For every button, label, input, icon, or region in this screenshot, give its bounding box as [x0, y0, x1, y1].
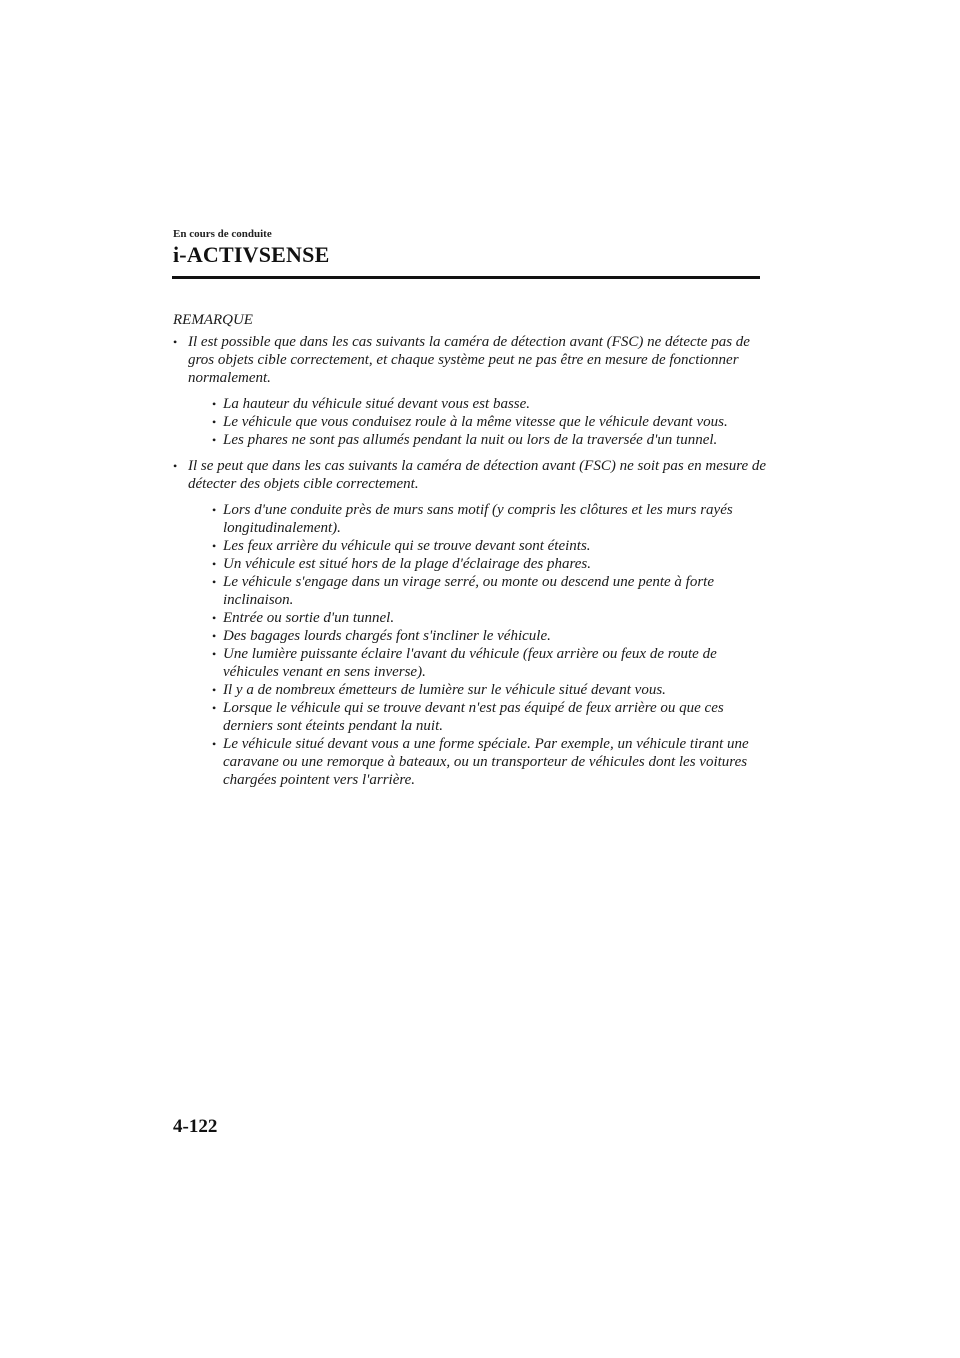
- note-subitem-text: Entrée ou sortie d'un tunnel.: [223, 610, 395, 626]
- note-subitem: [203, 699, 773, 735]
- note-subitem: [203, 501, 773, 537]
- bullet-icon: •: [212, 647, 217, 661]
- note-subitem-text: Lors d'une conduite près de murs sans motif (y compris les clôtures et les murs rayés longitudinalement).: [223, 502, 733, 536]
- note-block: [173, 311, 773, 797]
- note-subitem: [203, 413, 773, 431]
- bullet-icon: •: [212, 737, 217, 751]
- bullet-icon: •: [173, 335, 178, 349]
- note-item-text: Il est possible que dans les cas suivants la caméra de détection avant (FSC) ne détecte pas de gros objets cible correctement, et chaque système peut ne pas être en mesure de fonctionner normalement.: [188, 334, 750, 386]
- bullet-icon: •: [212, 611, 217, 625]
- note-item: [173, 333, 773, 449]
- bullet-icon: •: [212, 397, 217, 411]
- bullet-icon: •: [212, 503, 217, 517]
- title-divider: [172, 276, 760, 279]
- bullet-icon: •: [212, 557, 217, 571]
- section-label: En cours de conduite: [173, 228, 272, 240]
- note-heading: REMARQUE: [173, 312, 253, 328]
- note-subitem-text: Il y a de nombreux émetteurs de lumière sur le véhicule situé devant vous.: [223, 682, 666, 698]
- bullet-icon: •: [212, 415, 217, 429]
- bullet-icon: •: [212, 575, 217, 589]
- bullet-icon: •: [212, 629, 217, 643]
- note-subitem: [203, 645, 773, 681]
- note-list: [173, 333, 773, 789]
- note-sublist: [188, 395, 773, 449]
- note-item-text: Il se peut que dans les cas suivants la caméra de détection avant (FSC) ne soit pas en mesure de détecter des objets cible correctement.: [188, 458, 767, 492]
- note-subitem-text: Lorsque le véhicule qui se trouve devant n'est pas équipé de feux arrière ou que ces derniers sont éteints pendant la nuit.: [223, 700, 724, 734]
- note-sublist: [188, 501, 773, 789]
- note-subitem-text: La hauteur du véhicule situé devant vous est basse.: [223, 396, 531, 412]
- note-subitem: [203, 431, 773, 449]
- note-subitem: [203, 735, 773, 789]
- note-subitem-text: Le véhicule que vous conduisez roule à la même vitesse que le véhicule devant vous.: [223, 414, 728, 430]
- note-subitem: [203, 555, 773, 573]
- bullet-icon: •: [212, 701, 217, 715]
- bullet-icon: •: [173, 459, 178, 473]
- note-item: [173, 457, 773, 789]
- note-subitem: [203, 537, 773, 555]
- bullet-icon: •: [212, 539, 217, 553]
- note-subitem: [203, 609, 773, 627]
- bullet-icon: •: [212, 433, 217, 447]
- page-number: 4-122: [173, 1116, 218, 1137]
- note-subitem-text: Les phares ne sont pas allumés pendant la nuit ou lors de la traversée d'un tunnel.: [223, 432, 718, 448]
- note-subitem-text: Le véhicule s'engage dans un virage serré, ou monte ou descend une pente à forte inclinaison.: [223, 574, 715, 608]
- note-subitem-text: Le véhicule situé devant vous a une forme spéciale. Par exemple, un véhicule tirant une caravane ou une remorque à bateaux, ou un transporteur de véhicules dont les voitures chargées pointent vers l'arrière.: [223, 736, 749, 788]
- note-subitem: [203, 681, 773, 699]
- note-subitem-text: Des bagages lourds chargés font s'incliner le véhicule.: [223, 628, 551, 644]
- note-subitem: [203, 395, 773, 413]
- note-subitem: [203, 627, 773, 645]
- note-subitem-text: Un véhicule est situé hors de la plage d'éclairage des phares.: [223, 556, 591, 572]
- bullet-icon: •: [212, 683, 217, 697]
- chapter-title: i-ACTIVSENSE: [173, 242, 330, 267]
- note-subitem-text: Une lumière puissante éclaire l'avant du véhicule (feux arrière ou feux de route de véhicules venant en sens inverse).: [223, 646, 717, 680]
- note-subitem: [203, 573, 773, 609]
- note-subitem-text: Les feux arrière du véhicule qui se trouve devant sont éteints.: [223, 538, 591, 554]
